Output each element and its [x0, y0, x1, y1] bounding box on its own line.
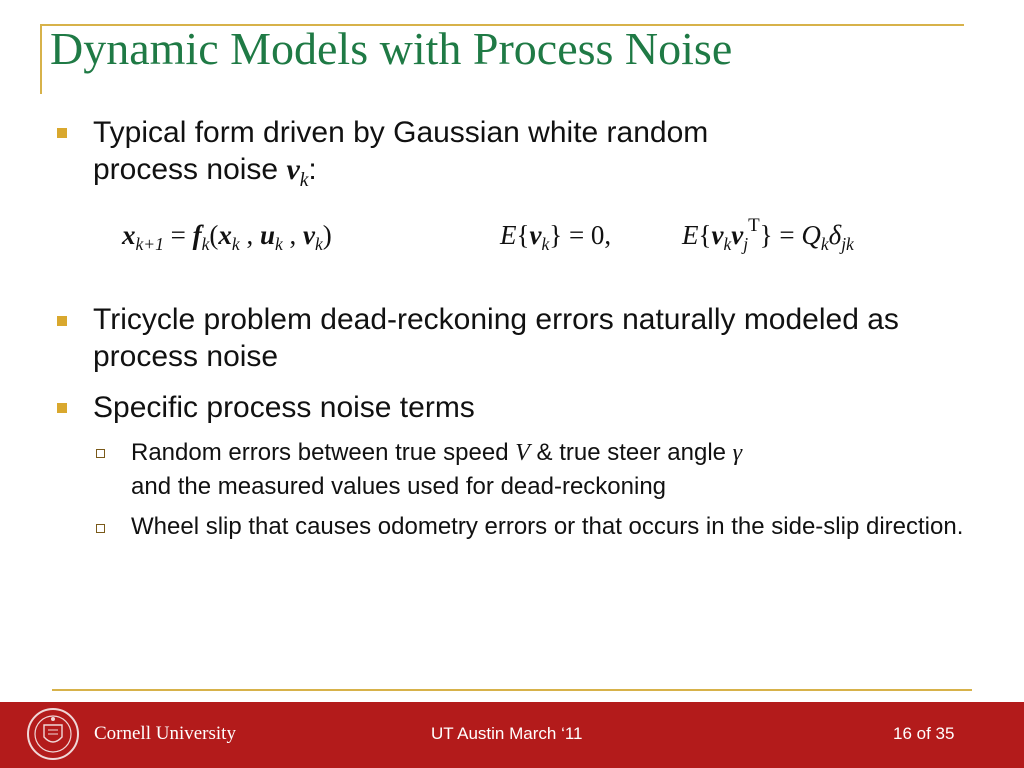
math-op: ,: [282, 220, 303, 250]
math-paren: ): [322, 220, 332, 250]
math-var-E: E: [500, 220, 517, 250]
bullet-text: process noise: [93, 153, 287, 186]
equation-state-transition: [122, 220, 332, 255]
math-sup-T: T: [748, 214, 760, 236]
bullet-specific-terms: Specific process noise terms: [93, 391, 475, 424]
math-sub: k: [201, 234, 210, 255]
equation-covariance: [682, 214, 854, 255]
math-var-f: f: [192, 220, 202, 250]
math-op: =: [772, 220, 802, 250]
math-var-u: u: [259, 220, 275, 250]
math-sub: k: [723, 234, 732, 255]
math-paren: (: [209, 220, 219, 250]
bullet-line: Typical form driven by Gaussian white random: [93, 116, 709, 149]
math-var-v: v: [286, 153, 300, 186]
math-var-v: v: [731, 220, 744, 250]
math-sub: jk: [841, 234, 854, 255]
math-var-gamma: γ: [732, 440, 743, 466]
math-var-Q: Q: [801, 220, 821, 250]
math-sub: k+1: [135, 234, 164, 255]
equation-zero-mean: [500, 220, 612, 255]
math-sub: j: [743, 234, 749, 255]
bullet-typical-form: [93, 114, 973, 191]
math-var-v: v: [711, 220, 724, 250]
bullet-marker: [57, 128, 67, 138]
math-brace: }: [759, 220, 773, 250]
bullet-line: [93, 151, 973, 191]
math-brace: {: [516, 220, 530, 250]
bottom-divider: [52, 689, 972, 691]
sub-bullet-line: [131, 436, 991, 470]
math-var-E: E: [682, 220, 699, 250]
left-divider: [40, 24, 42, 94]
math-op: ,: [239, 220, 260, 250]
math-sub: k: [541, 234, 550, 255]
bullet-text: :: [308, 153, 317, 186]
bullet-tricycle: Tricycle problem dead-reckoning errors naturally modeled as process noise: [93, 303, 899, 373]
bullet-marker: [57, 316, 67, 326]
sub-bullet-marker: [96, 449, 105, 458]
university-name: Cornell University: [94, 723, 236, 744]
math-var-v: v: [529, 220, 542, 250]
math-var-x: x: [218, 220, 232, 250]
math-brace: {: [698, 220, 712, 250]
math-var-x: x: [122, 220, 136, 250]
math-var-V: V: [515, 440, 530, 466]
sub-bullet-text: & true steer angle: [529, 439, 733, 466]
math-sub: k: [820, 234, 829, 255]
math-brace: }: [549, 220, 563, 250]
sub-bullet-wheel-slip: Wheel slip that causes odometry errors or that occurs in the side-slip direction.: [131, 513, 964, 540]
bullet-marker: [57, 403, 67, 413]
math-var-delta: δ: [828, 220, 842, 250]
math-op: = 0,: [562, 220, 612, 250]
sub-bullet-marker: [96, 524, 105, 533]
slide-title: Dynamic Models with Process Noise: [50, 23, 733, 74]
footer-event: UT Austin March ‘11: [431, 724, 583, 743]
sub-bullet-line: and the measured values used for dead-reckoning: [131, 473, 667, 500]
math-sub: k: [274, 234, 283, 255]
math-sub: k: [231, 234, 240, 255]
sub-bullet-text: Random errors between true speed: [131, 439, 516, 466]
cornell-seal-icon: [26, 707, 80, 761]
math-op: =: [163, 220, 193, 250]
math-var-v: v: [303, 220, 315, 250]
math-sub: k: [314, 234, 323, 255]
sub-bullet-random-errors: [131, 436, 991, 504]
math-sub-k: k: [299, 169, 309, 191]
page-number: 16 of 35: [893, 724, 955, 743]
